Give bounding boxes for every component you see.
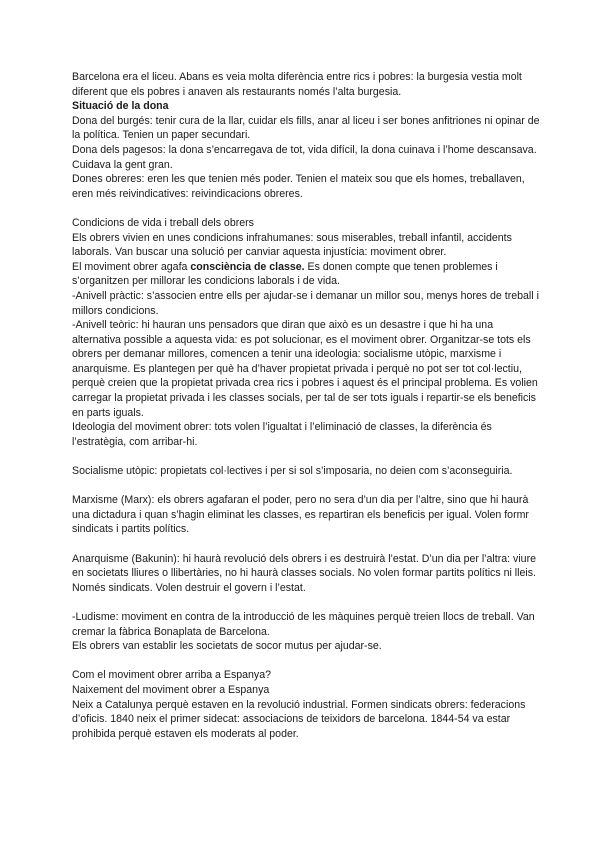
paragraph-dones-obreres: Dones obreres: eren les que tenien més poder. Tenien el mateix sou que els homes, treballaven, eren més reivindicatives: reivindicacions obreres.: [72, 173, 525, 200]
spacer: [72, 654, 542, 669]
spacer: [72, 537, 542, 552]
spacer: [72, 201, 542, 216]
heading-situacio-dona: Situació de la dona: [72, 100, 169, 113]
paragraph-dona-burges: Dona del burgés: tenir cura de la llar, cuidar els fills, anar al liceu i ser bones anfitriones ni opinar de la política. Tenien un paper secundari.: [72, 114, 540, 142]
paragraph-espanya-question: Com el moviment obrer arriba a Espanya?: [72, 669, 272, 682]
consciencia-text-end: Es donen compte que tenen problemes i s’organitzen per millorar les condicions laborals i de vida.: [72, 260, 498, 288]
spacer: [72, 595, 542, 610]
spacer: [72, 449, 542, 464]
paragraph-anarquisme: Anarquisme (Bakunin): hi haurà revolució dels obrers i es destruirà l’estat. D’un dia per l’altra: viure en societats lliures o llibertàries, no hi haurà classes socials. No volen formar partits polítics ni lleis. Només sindicats. Volen destruir el govern i l’estat.: [72, 552, 536, 594]
paragraph-socialisme-utopic: Socialisme utòpic: propietats col·lectives i per si sol s’imposaria, no deien com s’aconseguiria.: [72, 465, 513, 478]
paragraph-obrers: Els obrers vivien en unes condicions infrahumanes: sous miserables, treball infantil, accidents laborals. Van buscar una solució per canviar aquesta injustícia: moviment obrer.: [72, 231, 512, 259]
intro-paragraph: Barcelona era el liceu. Abans es veia molta diferència entre rics i pobres: la burgesia vestia molt diferent que els pobres i anaven als restaurants només l’alta burgesia.: [72, 71, 522, 98]
consciencia-bold-term: consciència de classe.: [190, 260, 305, 273]
paragraph-naixement: Naixement del moviment obrer a Espanya: [72, 683, 270, 696]
document-page: [72, 70, 542, 741]
consciencia-text-start: El moviment obrer agafa: [72, 260, 191, 273]
paragraph-ludisme: -Ludisme: moviment en contra de la introducció de les màquines perquè treien llocs de treball. Van cremar la fàbrica Bonaplata de Barcelona.: [72, 610, 535, 638]
spacer: [72, 479, 542, 494]
paragraph-catalunya: Neix a Catalunya perquè estaven en la revolució industrial. Formen sindicats obrers: federacions d’oficis. 1840 neix el primer sidecat: associacions de teixidors de barcelona. 1844-54 va estar prohibida perquè estaven els moderats al poder.: [72, 698, 526, 740]
paragraph-nivell-teoric: -Anivell teòric: hi hauran uns pensadors que diran que això es un desastre i que hi ha una alternativa possible a aquesta vida: es pot solucionar, es el moviment obrer. Organitzar-se tots els obrers per demanar millores, comencen a tenir una ideologia: socialisme utòpic, marxisme i anarquisme. Es plantegen per què ha d’haver propietat privada i perquè no pot ser tot col·lectiu, perquè creien que la propietat privada crea rics i pobres i aquest és el principal problema. Es volien carregar la propietat privada i les classes socials, per tal de ser tots iguals i repartir-se els beneficis en parts iguals.: [72, 319, 538, 419]
paragraph-societats-socor: Els obrers van establir les societats de socor mutus per ajudar-se.: [72, 640, 382, 653]
paragraph-nivell-practic: -Anivell pràctic: s’associen entre ells per ajudar-se i demanar un millor sou, menys hores de treball i millors condicions.: [72, 289, 539, 317]
paragraph-dona-pagesos: Dona dels pagesos: la dona s’encarregava de tot, vida difícil, la dona cuinava i l’home descansava. Cuidava la gent gran.: [72, 143, 537, 171]
paragraph-ideologia: Ideologia del moviment obrer: tots volen l’igualtat i l’eliminació de classes, la diferència és l’estratègia, com arribar-hi.: [72, 421, 492, 448]
paragraph-marxisme: Marxisme (Marx): els obrers agafaran el poder, pero no sera d’un dia per l’altre, sino que hi haurà una dictadura i quan s’hagin eliminat les classes, es repartiran els beneficis per igual. Volen formr sindicats i partits polítics.: [72, 494, 529, 536]
paragraph-consciencia-classe: [72, 260, 542, 289]
heading-condicions-vida: Condicions de vida i treball dels obrers: [72, 216, 254, 229]
